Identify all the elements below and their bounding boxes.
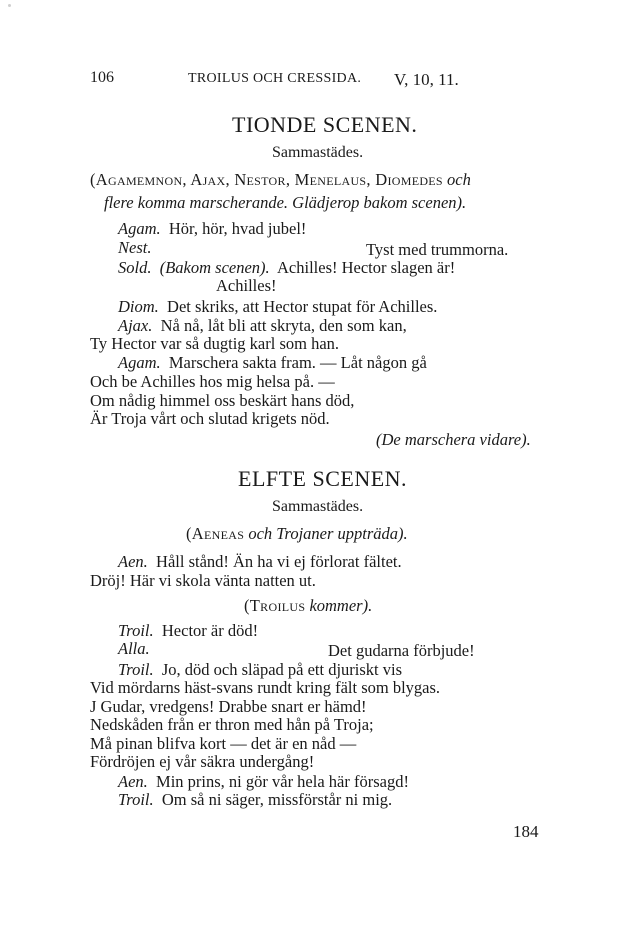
speaker: Agam. — [118, 219, 161, 238]
line-text: Fördröjen ej vår säkra undergång! — [90, 752, 315, 771]
line-text: Är Troja vårt och slutad krigets nöd. — [90, 409, 330, 428]
signature-mark: 184 — [513, 822, 539, 841]
scene11-title: ELFTE SCENEN. — [238, 466, 408, 491]
speaker: Alla. — [118, 639, 150, 658]
line-text: Det gudarna förbjude! — [328, 641, 475, 660]
line-text: Vid mördarns häst-svans rundt kring fält som blygas. — [90, 678, 441, 697]
stage-direction-och: och — [447, 170, 471, 189]
line-text: Achilles! Hector slagen är! — [277, 258, 456, 277]
dialogue-line — [118, 621, 258, 641]
line-text: Achilles! — [216, 276, 277, 295]
line-text: J Gudar, vredgens! Drabbe snart er hämd! — [90, 697, 367, 716]
line-text: Tyst med trummorna. — [366, 240, 509, 259]
speaker: Troil. — [118, 660, 154, 679]
dialogue-line — [118, 639, 150, 659]
line-text: Hör, hör, hvad jubel! — [168, 219, 307, 238]
speaker: Troil. — [118, 621, 154, 640]
dialogue-line — [118, 238, 151, 258]
dialogue-line — [118, 297, 437, 317]
entrance-names: (Aeneas — [186, 524, 245, 543]
scene10-place: Sammastädes. — [272, 144, 364, 161]
line-text: Och be Achilles hos mig helsa på. — — [90, 372, 335, 391]
scene11-entrance — [186, 524, 408, 544]
line-text: Om nådig himmel oss beskärt hans död, — [90, 391, 355, 410]
scene10-stage-direction-1 — [90, 170, 471, 190]
entrance-rest: kommer). — [309, 596, 373, 615]
dialogue-line — [118, 660, 402, 680]
entrance-names: (Troilus — [244, 596, 306, 615]
scene11-entrance-troilus — [244, 596, 372, 616]
line-text: Det skriks, att Hector stupat för Achilles. — [167, 297, 438, 316]
speaker: Nest. — [118, 238, 152, 257]
stage-direction-names: (Agamemnon, Ajax, Nestor, Menelaus, Diomedes — [90, 170, 443, 189]
line-text: Jo, död och släpad på ett djuriskt vis — [161, 660, 403, 679]
scene10-stage-direction-2: flere komma marscherande. Glädjerop bakom scenen). — [104, 193, 467, 212]
scene10-title: TIONDE SCENEN. — [232, 112, 418, 137]
speaker: Sold. — [118, 258, 152, 277]
speaker: Agam. — [118, 353, 161, 372]
entrance-rest: och Trojaner uppträda). — [248, 524, 408, 543]
speaker: Diom. — [118, 297, 159, 316]
line-text: Nedskåden från er thron med hån på Troja; — [90, 715, 374, 734]
scan-speck — [8, 4, 11, 7]
line-text: Marschera sakta fram. — Låt någon gå — [168, 353, 427, 372]
speaker: Aen. — [118, 552, 148, 571]
line-text: Dröj! Här vi skola vänta natten ut. — [90, 571, 316, 590]
line-text: Må pinan blifva kort — det är en nåd — — [90, 734, 357, 753]
dialogue-line — [118, 258, 455, 278]
scene10-exit: (De marschera vidare). — [376, 430, 531, 449]
dialogue-line — [118, 353, 427, 373]
line-text: Ty Hector var så dugtig karl som han. — [90, 334, 340, 353]
running-title: TROILUS OCH CRESSIDA. — [188, 71, 362, 86]
scene11-place: Sammastädes. — [272, 498, 364, 515]
line-text: Min prins, ni gör vår hela här försagd! — [156, 772, 409, 791]
dialogue-line — [118, 219, 306, 239]
line-text: Håll stånd! Än ha vi ej förlorat fältet. — [156, 552, 402, 571]
act-scene-ref: V, 10, 11. — [394, 70, 459, 89]
line-text: Hector är död! — [161, 621, 259, 640]
page-number: 106 — [90, 69, 114, 86]
dialogue-line — [118, 772, 409, 792]
dialogue-line — [118, 316, 407, 336]
speaker: Troil. — [118, 790, 154, 809]
speaker: Aen. — [118, 772, 148, 791]
line-text: Om så ni säger, missförstår ni mig. — [161, 790, 393, 809]
speaker: Ajax. — [118, 316, 153, 335]
dialogue-line — [118, 552, 402, 572]
dialogue-line — [118, 790, 392, 810]
stage-direction: (Bakom scenen). — [159, 258, 270, 277]
line-text: Nå nå, låt bli att skryta, den som kan, — [160, 316, 407, 335]
